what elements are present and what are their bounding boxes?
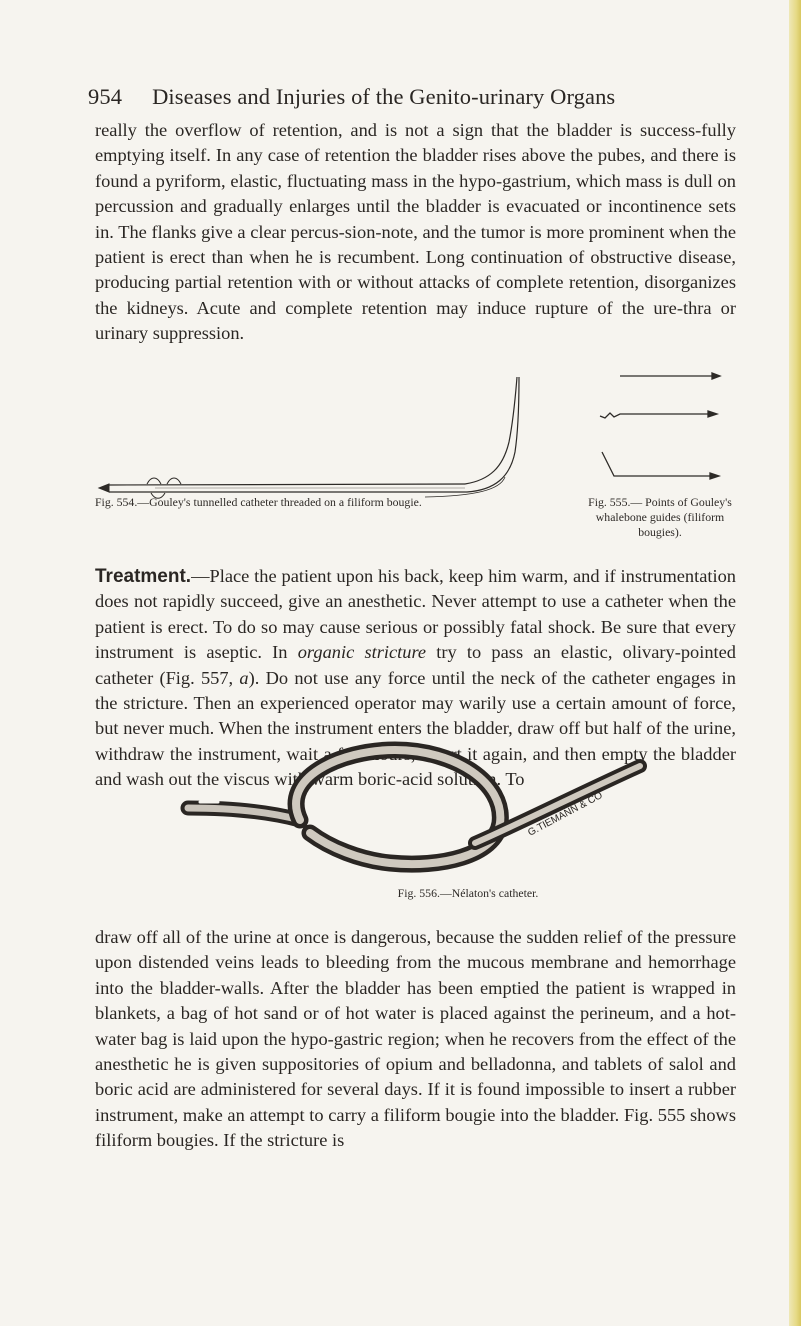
fig555-caption: Fig. 555.— Points of Gouley's whalebone guides (filiform bougies). bbox=[588, 495, 732, 539]
fig556-maker-mark: G.TIEMANN & CO bbox=[526, 790, 605, 839]
treatment-italic-a: a bbox=[239, 667, 249, 688]
treatment-heading: Treatment. bbox=[95, 566, 192, 587]
paragraph-retention: really the overflow of retention, and is not a sign that the bladder is success-fully emptying itself. In any case of retention the bladder rises above the pubes, and there is found a pyriform, elastic, fluctuating mass in the hypo-gastrium, which mass is dull on percussion and gradually enlarges until the bladder is evacuated or incontinence sets in. The flanks give a clear percus-sion-note, and the tumor is more prominent when the patient is erect than when he is recumbent. Long continuation of obstructive disease, producing partial retention with or without attacks of complete retention, disorganizes the kidneys. Acute and complete retention may induce rupture of the ure-thra or urinary suppression. bbox=[95, 120, 736, 344]
treatment-text-c: ). Do not use any force until the neck of the catheter engages in the stricture. Then an experienced operator may warily use a certain amount of force, but never much. When the instrument enters the bladder, draw off but half of the urine, withdraw the instrument, wait a few hours, insert it again, and then empty the bladder and wash out the viscus with warm boric-acid solution. To bbox=[95, 667, 736, 790]
fig556-nelaton-catheter-illustration bbox=[170, 738, 650, 878]
treatment-italic-organic-stricture: organic stricture bbox=[297, 642, 427, 663]
fig554-catheter-illustration bbox=[95, 372, 575, 497]
treatment-text-b: try to pass an elastic, olivary-pointed catheter (Fig. 557, bbox=[95, 642, 737, 688]
page-number: 954 bbox=[88, 84, 123, 109]
treatment-text-a: —Place the patient upon his back, keep him warm, and if instrumentation does not rapidly succeed, give an anesthetic. Never attempt to use a catheter when the patient is erect. To do so may cause serious or possibly fatal shock. Be sure that every instrument is aseptic. In bbox=[95, 566, 736, 663]
fig555-filiform-points-illustration bbox=[580, 372, 750, 492]
fig554-caption: Fig. 554.—Gouley's tunnelled catheter threaded on a filiform bougie. bbox=[95, 495, 422, 509]
fig556-caption: Fig. 556.—Nélaton's catheter. bbox=[397, 886, 539, 900]
running-header bbox=[88, 84, 728, 110]
running-title: Diseases and Injuries of the Genito-urinary Organs bbox=[152, 84, 616, 109]
page-edge bbox=[789, 0, 801, 1326]
paragraph-aftercare: draw off all of the urine at once is dangerous, because the sudden relief of the pressure upon distended veins leads to bleeding from the mucous membrane and hemorrhage into the bladder-walls. After the bladder has been emptied the patient is wrapped in blankets, a bag of hot sand or of hot water is placed against the perineum, and a hot-water bag is laid upon the hypo-gastric region; when he recovers from the effect of the anesthetic he is given suppositories of opium and belladonna, and tablets of salol and boric acid are administered for several days. If it is found impossible to insert a rubber instrument, make an attempt to carry a filiform bougie into the bladder. Fig. 555 shows filiform bougies. If the stricture is bbox=[95, 927, 736, 1151]
